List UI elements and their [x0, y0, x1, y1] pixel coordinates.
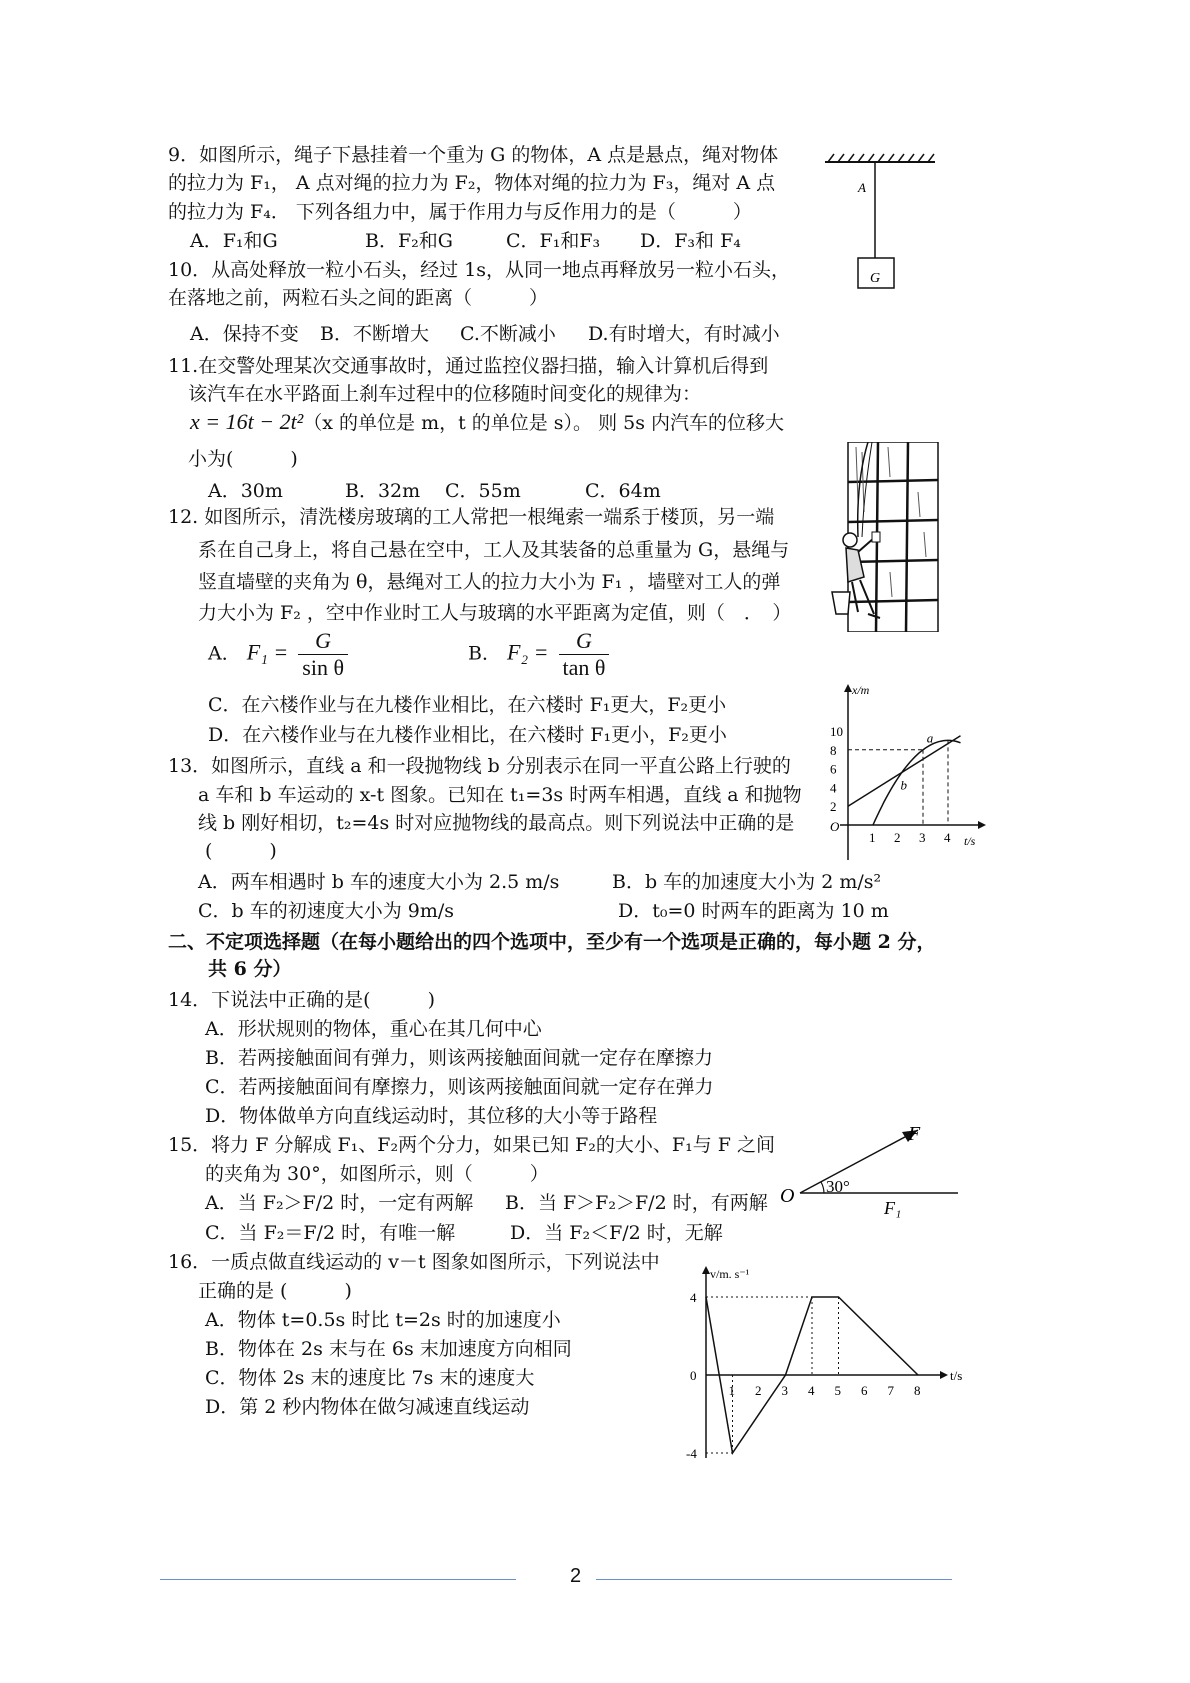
q10-option-c: C.不断减小 — [460, 323, 556, 345]
section2-heading-line1: 二、不定项选择题（在每小题给出的四个选项中，至少有一个选项是正确的，每小题 2 分， — [168, 931, 936, 953]
q11-option-d: C．64m — [585, 480, 661, 502]
q16-option-c: C．物体 2s 末的速度比 7s 末的速度大 — [205, 1367, 535, 1389]
q12-option-b-label: B． — [468, 642, 501, 665]
xt-y-tick-label: 2 — [830, 799, 837, 815]
q15-line1: 15．将力 F 分解成 F₁、F₂两个分力，如果已知 F₂的大小、F₁与 F 之间 — [168, 1134, 775, 1156]
xt-series-a-line — [848, 736, 961, 807]
xt-x-tick-label: 1 — [869, 830, 876, 845]
q9-line1: 9．如图所示，绳子下悬挂着一个重为 G 的物体，A 点是悬点，绳对物体 — [168, 144, 779, 166]
q15-line2: 的夹角为 30°，如图所示，则（ ） — [205, 1163, 549, 1185]
xt-y-axis-arrow — [844, 684, 852, 692]
q15-option-b: B．当 F＞F₂＞F/2 时，有两解 — [505, 1192, 768, 1214]
q10-option-b: B．不断增大 — [320, 323, 429, 345]
xt-x-tick-label: 3 — [919, 830, 926, 845]
q15-label-o: O — [780, 1185, 795, 1207]
vt-y-axis-arrow — [702, 1266, 710, 1274]
q12-line1: 12. 如图所示，清洗楼房玻璃的工人常把一根绳索一端系于楼顶，另一端 — [168, 506, 775, 528]
vt-y-axis-label: v/m. s⁻¹ — [710, 1267, 750, 1281]
q16-line2: 正确的是 ( ) — [198, 1280, 352, 1302]
xt-x-tick-label: 2 — [894, 830, 901, 845]
q13-line3: 线 b 刚好相切，t₂=4s 时对应抛物线的最高点。则下列说法中正确的是 — [198, 812, 795, 834]
q9-line2: 的拉力为 F₁， A 点对绳的拉力为 F₂，物体对绳的拉力为 F₃，绳对 A 点 — [168, 172, 776, 194]
vt-x-tick-label: 2 — [755, 1383, 762, 1398]
vt-x-axis-arrow — [940, 1371, 948, 1379]
q16-option-b: B．物体在 2s 末与在 6s 末加速度方向相同 — [205, 1338, 572, 1360]
q12-option-a-numerator: G — [298, 628, 348, 655]
q15-label-f: F — [908, 1123, 921, 1145]
q13-line4: ( ) — [205, 840, 277, 862]
vt-x-tick-label: 3 — [781, 1383, 788, 1398]
xt-y-tick-label: 6 — [830, 761, 837, 777]
q15-option-d: D．当 F₂＜F/2 时，无解 — [510, 1222, 723, 1244]
q9-line3: 的拉力为 F₄． 下列各组力中，属于作用力与反作用力的是（ ） — [168, 201, 752, 223]
q15-option-a: A．当 F₂＞F/2 时，一定有两解 — [205, 1192, 474, 1214]
xt-series-a-label: a — [926, 730, 934, 746]
footer-line-right — [596, 1579, 952, 1580]
vt-x-tick-label: 1 — [728, 1383, 735, 1398]
vt-x-tick-label: 6 — [861, 1383, 868, 1398]
q16-option-d: D．第 2 秒内物体在做匀减速直线运动 — [205, 1396, 530, 1418]
vt-x-tick-label: 5 — [834, 1383, 841, 1398]
q16-option-a: A．物体 t=0.5s 时比 t=2s 时的加速度小 — [205, 1309, 561, 1331]
q14-stem: 14．下说法中正确的是( ) — [168, 989, 436, 1011]
q15-label-angle: 30° — [826, 1177, 850, 1196]
vt-y-tick-label: 4 — [690, 1290, 697, 1305]
q11-formula: x = 16t − 2t² — [190, 409, 304, 434]
xt-series-b-label: b — [900, 777, 907, 793]
q11-option-a: A．30m — [208, 480, 283, 502]
q12-line2: 系在自己身上，将自己悬在空中，工人及其装备的总重量为 G，悬绳与 — [198, 539, 790, 561]
q13-option-b: B．b 车的加速度大小为 2 m/s² — [612, 871, 882, 893]
q14-option-c: C．若两接触面间有摩擦力，则该两接触面间就一定存在弹力 — [205, 1076, 714, 1098]
q9-option-c: C．F₁和F₃ — [506, 230, 601, 252]
q11-option-c: C．55m — [445, 480, 521, 502]
q12-option-a — [208, 628, 352, 681]
xt-y-axis-label: x/m — [852, 683, 870, 697]
q10-option-d: D.有时增大，有时减小 — [588, 323, 780, 345]
q11-line2: 该汽车在水平路面上刹车过程中的位移随时间变化的规律为： — [188, 383, 702, 405]
q11-line3-rest: （x 的单位是 m，t 的单位是 s）。 则 5s 内汽车的位移大 — [303, 412, 785, 434]
q11-line3 — [190, 409, 784, 436]
q16-line1: 16．一质点做直线运动的 v－t 图象如图所示，下列说法中 — [168, 1251, 660, 1273]
q13-line1: 13．如图所示，直线 a 和一段抛物线 b 分别表示在同一平直公路上行驶的 — [168, 755, 791, 777]
q12-option-b-lhs: F₂ = — [507, 639, 549, 665]
q13-option-c: C．b 车的初速度大小为 9m/s — [198, 900, 455, 922]
q9-rope-figure — [820, 150, 945, 295]
xt-y-tick-label: 8 — [830, 742, 837, 758]
vt-x-tick-label: 7 — [887, 1383, 894, 1398]
q12-line4: 力大小为 F₂ ，空中作业时工人与玻璃的水平距离为定值，则（ ． ） — [198, 602, 792, 624]
q13-option-a: A．两车相遇时 b 车的速度大小为 2.5 m/s — [198, 871, 560, 893]
force-decomposition-figure — [778, 1118, 963, 1218]
q9-option-a: A．F₁和G — [190, 230, 278, 252]
q12-option-b-fraction — [559, 628, 610, 681]
q12-option-a-denominator: sin θ — [302, 655, 344, 680]
q10-option-a: A．保持不变 — [190, 323, 299, 345]
page-number: 2 — [570, 1565, 582, 1587]
q15-option-c: C．当 F₂＝F/2 时，有唯一解 — [205, 1222, 456, 1244]
q10-line1: 10．从高处释放一粒小石头，经过 1s，从同一地点再释放另一粒小石头， — [168, 259, 791, 281]
q14-option-a: A．形状规则的物体，重心在其几何中心 — [205, 1018, 542, 1040]
q13-option-d: D．t₀=0 时两车的距离为 10 m — [618, 900, 889, 922]
xt-graph — [808, 680, 990, 865]
section2-heading-line2: 共 6 分） — [208, 958, 292, 980]
q9-label-a: A — [858, 180, 866, 195]
q12-option-a-lhs: F₁ = — [246, 639, 289, 665]
vt-y-tick-label: 0 — [690, 1368, 697, 1383]
vt-x-axis-label: t/s — [950, 1368, 963, 1383]
xt-x-axis-label: t/s — [964, 834, 976, 848]
q12-option-d: D．在六楼作业与在九楼作业相比，在六楼时 F₁更小，F₂更小 — [208, 724, 727, 746]
q14-option-b: B．若两接触面间有弹力，则该两接触面间就一定存在摩擦力 — [205, 1047, 713, 1069]
vt-x-tick-label: 8 — [914, 1383, 921, 1398]
q12-option-a-fraction — [298, 628, 348, 681]
xt-y-tick-label: 10 — [830, 724, 843, 739]
q9-option-d: D．F₃和 F₄ — [640, 230, 741, 252]
window-cleaner-illustration — [828, 442, 940, 632]
q12-option-b — [468, 628, 613, 681]
q13-line2: a 车和 b 车运动的 x-t 图象。已知在 t₁=3s 时两车相遇，直线 a 和抛物 — [198, 784, 802, 806]
vt-graph — [680, 1260, 985, 1465]
xt-y-tick-label: 4 — [830, 780, 837, 796]
q15-label-f1: F₁ — [884, 1198, 902, 1218]
q11-line1: 11.在交警处理某次交通事故时，通过监控仪器扫描，输入计算机后得到 — [168, 355, 769, 377]
q10-line2: 在落地之前，两粒石头之间的距离（ ） — [168, 287, 549, 309]
q12-option-a-label: A． — [208, 642, 241, 665]
xt-origin-label: O — [830, 819, 840, 834]
q12-option-b-denominator: tan θ — [562, 655, 606, 680]
q9-option-b: B．F₂和G — [365, 230, 453, 252]
vt-y-tick-label: -4 — [686, 1446, 697, 1461]
q14-option-d: D．物体做单方向直线运动时，其位移的大小等于路程 — [205, 1105, 658, 1127]
vt-x-tick-label: 4 — [808, 1383, 815, 1398]
q11-option-b: B．32m — [345, 480, 421, 502]
footer-line-left — [160, 1579, 516, 1580]
q9-label-g: G — [870, 271, 881, 286]
xt-x-axis-arrow — [978, 821, 986, 829]
q12-option-c: C．在六楼作业与在九楼作业相比，在六楼时 F₁更大，F₂更小 — [208, 694, 727, 716]
q12-option-b-numerator: G — [559, 628, 610, 655]
q11-line4: 小为( ) — [188, 448, 298, 470]
q12-line3: 竖直墙壁的夹角为 θ，悬绳对工人的拉力大小为 F₁ ，墙壁对工人的弹 — [198, 571, 781, 593]
xt-x-tick-label: 4 — [944, 830, 951, 845]
